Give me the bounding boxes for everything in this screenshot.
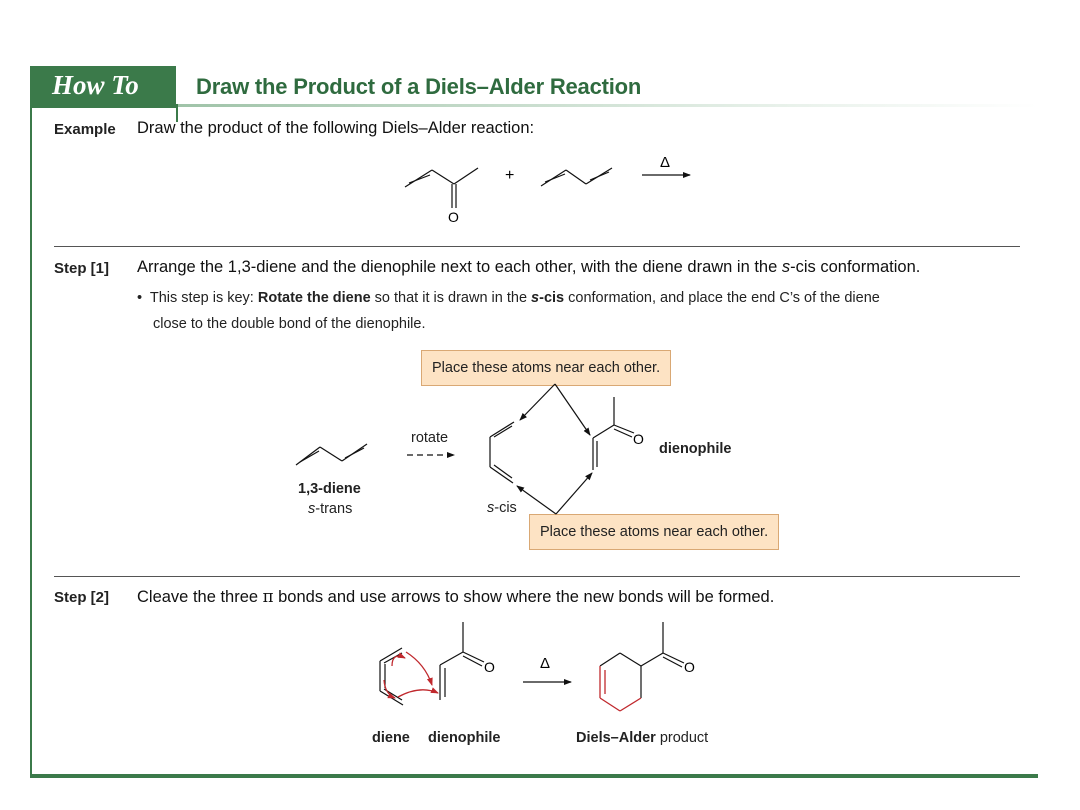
- diene-caption: diene: [372, 730, 410, 746]
- dienophile-example: [405, 168, 478, 208]
- diene-s-trans: [296, 444, 367, 465]
- callout-arrows: [517, 384, 592, 514]
- dienophile-caption: dienophile: [428, 730, 501, 746]
- bullet-pre: This step is key:: [149, 290, 258, 306]
- pi-symbol: π: [262, 587, 274, 606]
- plus-sign: +: [505, 167, 515, 184]
- dienophile-structure: [593, 397, 634, 470]
- product-oxygen: O: [684, 659, 695, 675]
- example-text: Draw the product of the following Diels–Alder reaction:: [137, 119, 535, 137]
- example-label: Example: [54, 121, 116, 138]
- dienophile-oxygen: O: [633, 431, 644, 447]
- bullet-bold-s: s: [531, 290, 540, 306]
- step1-heading-s: s: [781, 258, 791, 276]
- rotate-label: rotate: [411, 430, 449, 446]
- bullet-mid: so that it is drawn in the: [370, 290, 532, 306]
- heat-symbol-step2: Δ: [540, 655, 551, 672]
- step2-reactants: [380, 622, 484, 705]
- example-oxygen: O: [448, 209, 459, 225]
- step1-bullet-line2: close to the double bond of the dienophile.: [153, 316, 426, 332]
- bullet-post: conformation, and place the end C’s of the diene: [564, 290, 880, 306]
- step1-bullet: • This step is key: Rotate the diene so that it is drawn in the s-cis conformation, and place the end C’s of the diene: [137, 290, 880, 306]
- product-caption-bold: Diels–Alder: [576, 730, 656, 746]
- scis-s: s: [487, 500, 495, 516]
- product-caption-rest: product: [655, 730, 709, 746]
- step1-heading-pre: Arrange the 1,3-diene and the dienophile next to each other, with the diene drawn in the: [137, 258, 782, 276]
- step2-oxygen: O: [484, 659, 495, 675]
- callout-top: Place these atoms near each other.: [421, 350, 671, 386]
- step1-label: Step [1]: [54, 260, 110, 277]
- bullet-bold-rotate: Rotate the diene: [257, 290, 371, 306]
- step1-heading-post: -cis conformation.: [790, 258, 921, 276]
- new-bonds: [600, 666, 641, 711]
- diels-alder-product: [600, 622, 684, 698]
- step2-label: Step [2]: [54, 589, 110, 606]
- scis-text: -cis: [494, 500, 517, 516]
- bullet-bold-cis: -cis: [539, 290, 565, 306]
- page-title: Draw the Product of a Diels–Alder Reaction: [196, 74, 642, 99]
- step2-heading-post: bonds and use arrows to show where the new bonds will be formed.: [273, 588, 775, 606]
- diene-example: [541, 168, 612, 186]
- diene-name: 1,3-diene: [298, 481, 361, 497]
- dienophile-label: dienophile: [659, 441, 732, 457]
- diene-s-cis: [490, 422, 514, 483]
- diene-conf-s: s: [308, 501, 316, 517]
- how-to-badge-text: How To: [52, 70, 139, 100]
- heat-symbol-example: Δ: [660, 154, 671, 171]
- diene-conf-trans: -trans: [315, 501, 353, 517]
- step2-heading-pre: Cleave the three: [137, 588, 263, 606]
- callout-bottom: Place these atoms near each other.: [529, 514, 779, 550]
